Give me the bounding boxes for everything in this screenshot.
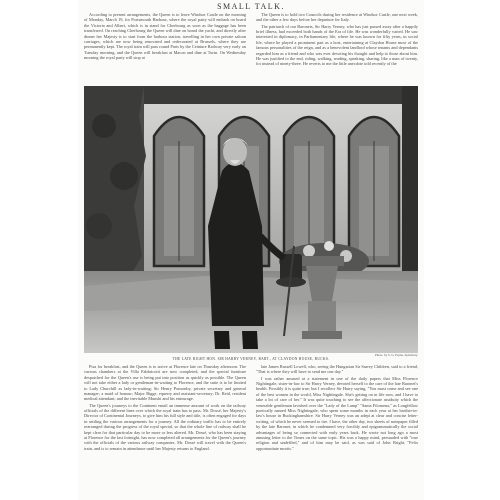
text-column-top-left [84, 12, 246, 79]
paragraph: The patriarch of our Baronets, Sir Harry Verney, who has just passed away after a happily brief illness, had exceeded both hands of the Era of life. He was wonderfully varied. He saw interested in diplomacy, in Parliamentary life, where he was known for fifty years, in social life, where he played a prominent part as a host, entertaining at Claydon House most of the famous personalities of the reign, and as a benevolent landlord whose tenants and dependants regarded him as a friend and who was ever devoting his thought and help to those about him. He was justified to the end, riding, walking, reading, speaking, sharing, like a man of twenty, for instead of ninety-three. He reverts to me the little anecdote told recently of the [256, 23, 418, 67]
paragraph: The Queen is to hold two Councils during her residence at Windsor Castle, one next week, and the other a few days before her departure for Italy. [256, 12, 418, 23]
paragraph: The Queen's journeys to the Continent entail an immense amount of work on the railway officials of the different lines over which the royal train has to pass. Mr. Dossé, her Majesty's Director of Continental Journeys, to give him his full style and title, is often engaged for days in settling the various arrangements for a journey. All the ordinary traffic has to be entirely rearranged during the progress of the royal special, so that the whole line of railway shall be kept clear for that particular day to be more or less altered. Mr. Dossé, who has been staying at Florence for the last fortnight, has now completed all arrangements for the Queen's journey with the officials of the various railway companies. Mr. Dossé will travel with the Queen's train, and is to remain in attendance until her Majesty returns to England. [84, 402, 246, 451]
paragraph: late James Russell Lowell, who, seeing the Hungarian Sir Surrey Children, said to a friend, "That is where they will have to send me one day." [256, 364, 418, 375]
paragraph: According to present arrangements, the Queen is to leave Windsor Castle on the morning of Monday, March 19, for Portsmouth Harbour, where the royal party will embark on board the Victoria and Albert, which is in stand for Cherbourg as soon as the baggage has been transferred. On reaching Cherbourg the Queen will dine on board the yacht, and directly after dinner her Majesty is to start from the harbour station, travelling in her own private saloon carriages, which are now being renovated and redecorated at Brussels, where they are permanently kept. The royal train will pass round Paris by the Ceinture Railway very early on Tuesday morning, and the Queen will breakfast at Macon and dine at Turin. On Wednesday morning the royal party will stop at [84, 12, 246, 61]
text-column-bottom-right [256, 364, 418, 500]
text-column-top-right [256, 12, 418, 79]
photo-caption: THE LATE RIGHT HON. SIR HARRY VERNEY, BART., AT CLAYDON HOUSE, BUCKS. [172, 357, 330, 361]
photograph-illustration [84, 86, 418, 353]
photograph [84, 86, 418, 353]
paragraph: I was rather amused at a statement in one of the daily papers that Miss Florence Nightingale, sister-in-law to Sir Harry Verney, devoted herself to the care of the late Baronet's health. Possibly it is quite true; but I recollect Sir Harry saying, "You must come and see one of the best women in the world, Miss Nightingale. She's getting on in life now, and I have to take a lot of care of her." It was quite touching to see the affectionate assiduity which the venerable gentleman lavished over the "Lady of the Lamp" "Santa Filomena," as Longfellow poetically named Miss Nightingale, who spent some months in each year at her brother-in-law's house in Buckinghamshire. Sir Harry Verney was an adept at clear and concise letter-writing, of which he never seemed to tire. I have, the other day, two sheets of notepaper filled by the late Baronet, in which he condemned very forcibly and epigrammatically the social advantages of being so connected with early years back. He wrote not long ago a most amusing letter to the Times on the same topic. His was a happy mind, persuaded with "true religion and undefiled," and of him may be said, as was said of John Bright, "Felix opportunitate mortis." [256, 375, 418, 451]
page-title: SMALL TALK. [217, 2, 285, 11]
photo-credit: Photo. by S. G. Payne, Aylesbury. [374, 353, 418, 357]
text-column-bottom-left [84, 364, 246, 500]
paragraph: Pisa for breakfast, and the Queen is to arrive at Florence late on Thursday afternoon. The various chambers at the Villa Fabbricotti are now completed, and the special furniture despatched for the Queen's use is being put into position as quickly as possible. The Queen will not take either a lady or gentleman-in-waiting to Florence, and the suite is to be limited to Lady Churchill as lady-in-waiting; Sir Henry Ponsonby, private secretary and general manager; a maid of honour; Major Bigge, equerry and assistant-secretary; Dr. Reid, resident medical attendant; and the inevitable Munshi and his entourage. [84, 364, 246, 402]
